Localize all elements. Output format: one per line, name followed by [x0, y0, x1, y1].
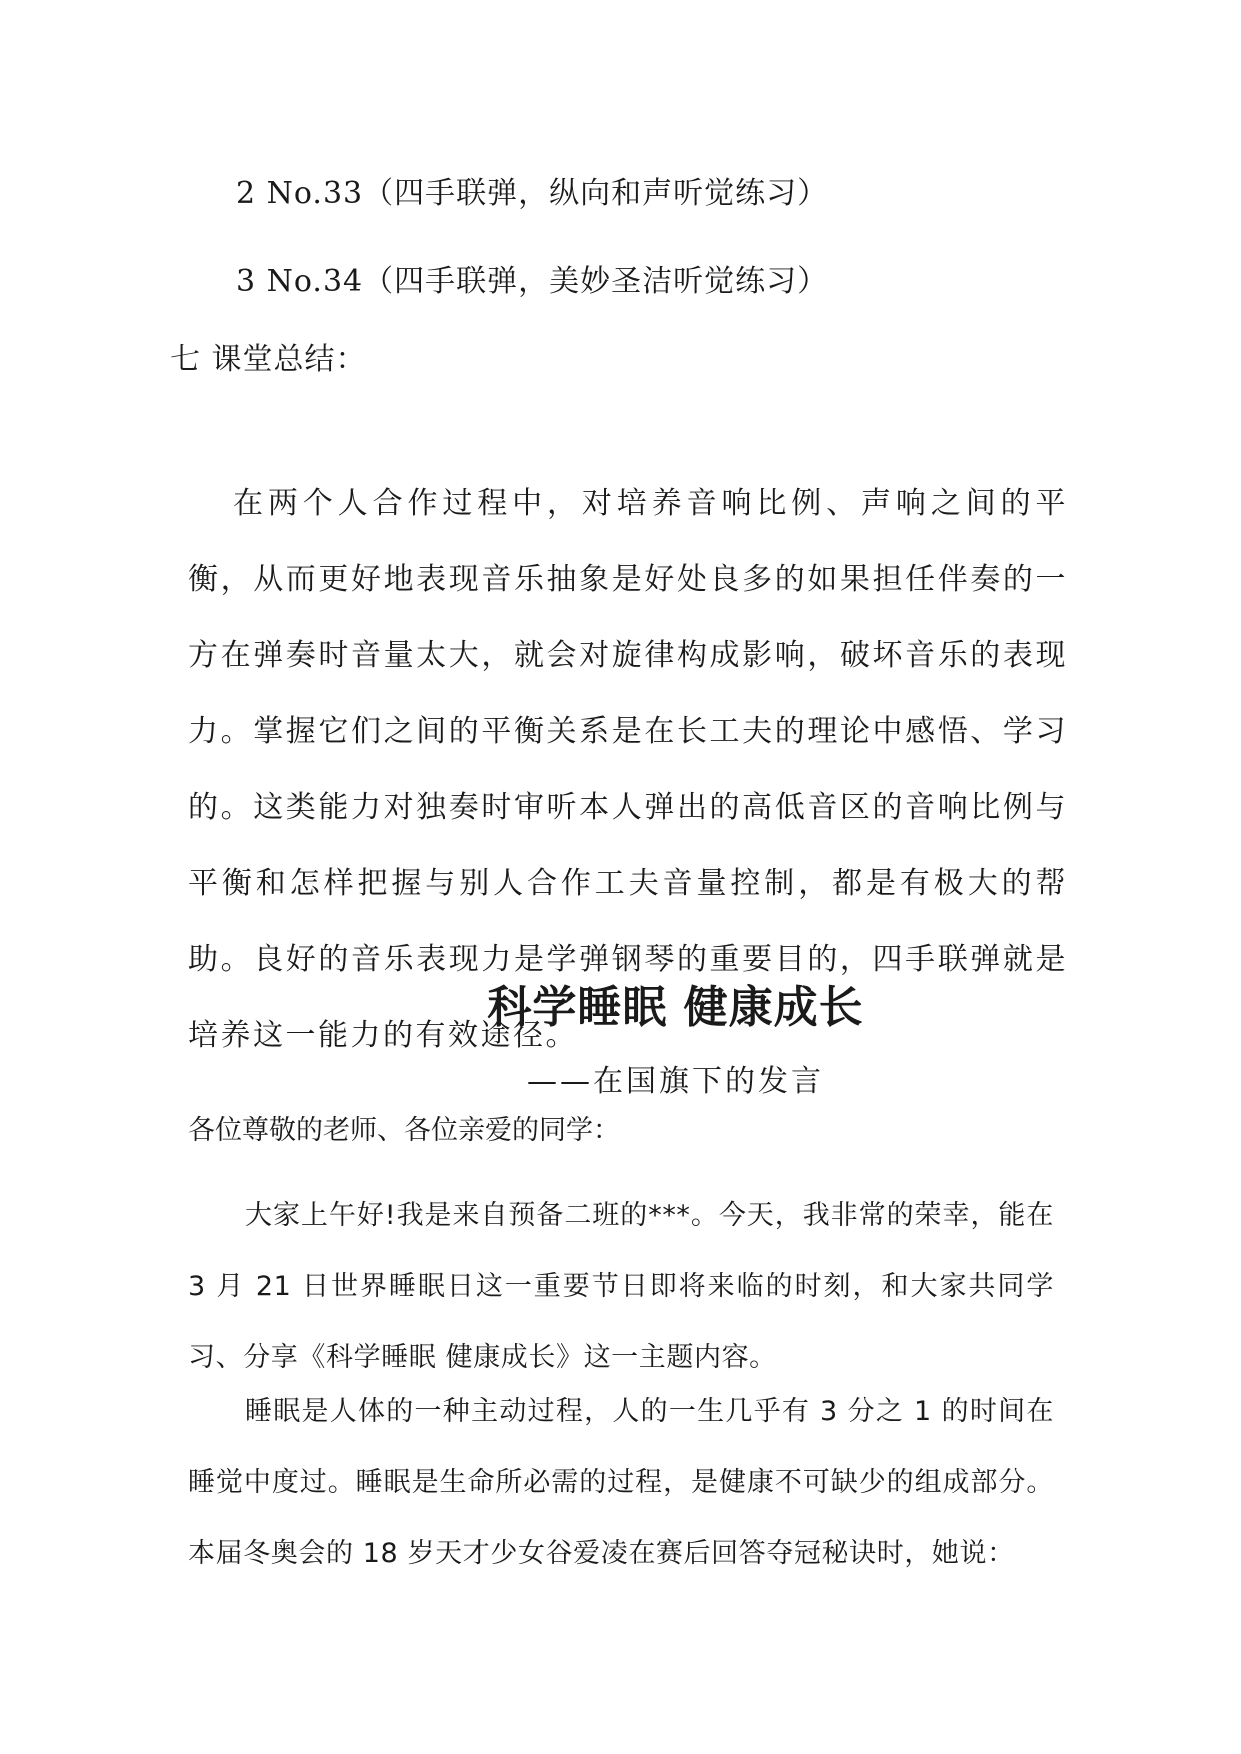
speech-paragraph-2: 睡眠是人体的一种主动过程，人的一生几乎有 3 分之 1 的时间在睡觉中度过。睡眠是生命所必需的过程，是健康不可缺少的组成部分。本届冬奥会的 18 岁天才少女谷爱凌在赛后回答夺冠秘诀时，她说： [188, 1396, 1054, 1569]
exercise-item-2: 2 No.33（四手联弹，纵向和声听觉练习） [236, 176, 829, 211]
speech-title: 科学睡眠 健康成长 [487, 982, 864, 1033]
summary-paragraph: 在两个人合作过程中，对培养音响比例、声响之间的平衡，从而更好地表现音乐抽象是好处良多的如果担任伴奏的一方在弹奏时音量太大，就会对旋律构成影响，破坏音乐的表现力。掌握它们之间的平衡关系是在长工夫的理论中感悟、学习的。这类能力对独奏时审听本人弹出的高低音区的音响比例与平衡和怎样把握与别人合作工夫音量控制，都是有极大的帮助。良好的音乐表现力是学弹钢琴的重要目的，四手联弹就是培养这一能力的有效途径。 [188, 486, 1068, 1053]
speech-salutation: 各位尊敬的老师、各位亲爱的同学： [188, 1115, 620, 1146]
speech-paragraph-1: 大家上午好!我是来自预备二班的***。今天，我非常的荣幸，能在 3 月 21 日世界睡眠日这一重要节日即将来临的时刻，和大家共同学习、分享《科学睡眠 健康成长》这一主题内容。 [188, 1200, 1054, 1373]
summary-heading: 七 课堂总结： [170, 342, 367, 377]
exercise-item-3: 3 No.34（四手联弹，美妙圣洁听觉练习） [236, 264, 829, 299]
speech-subtitle: ——在国旗下的发言 [527, 1064, 824, 1099]
